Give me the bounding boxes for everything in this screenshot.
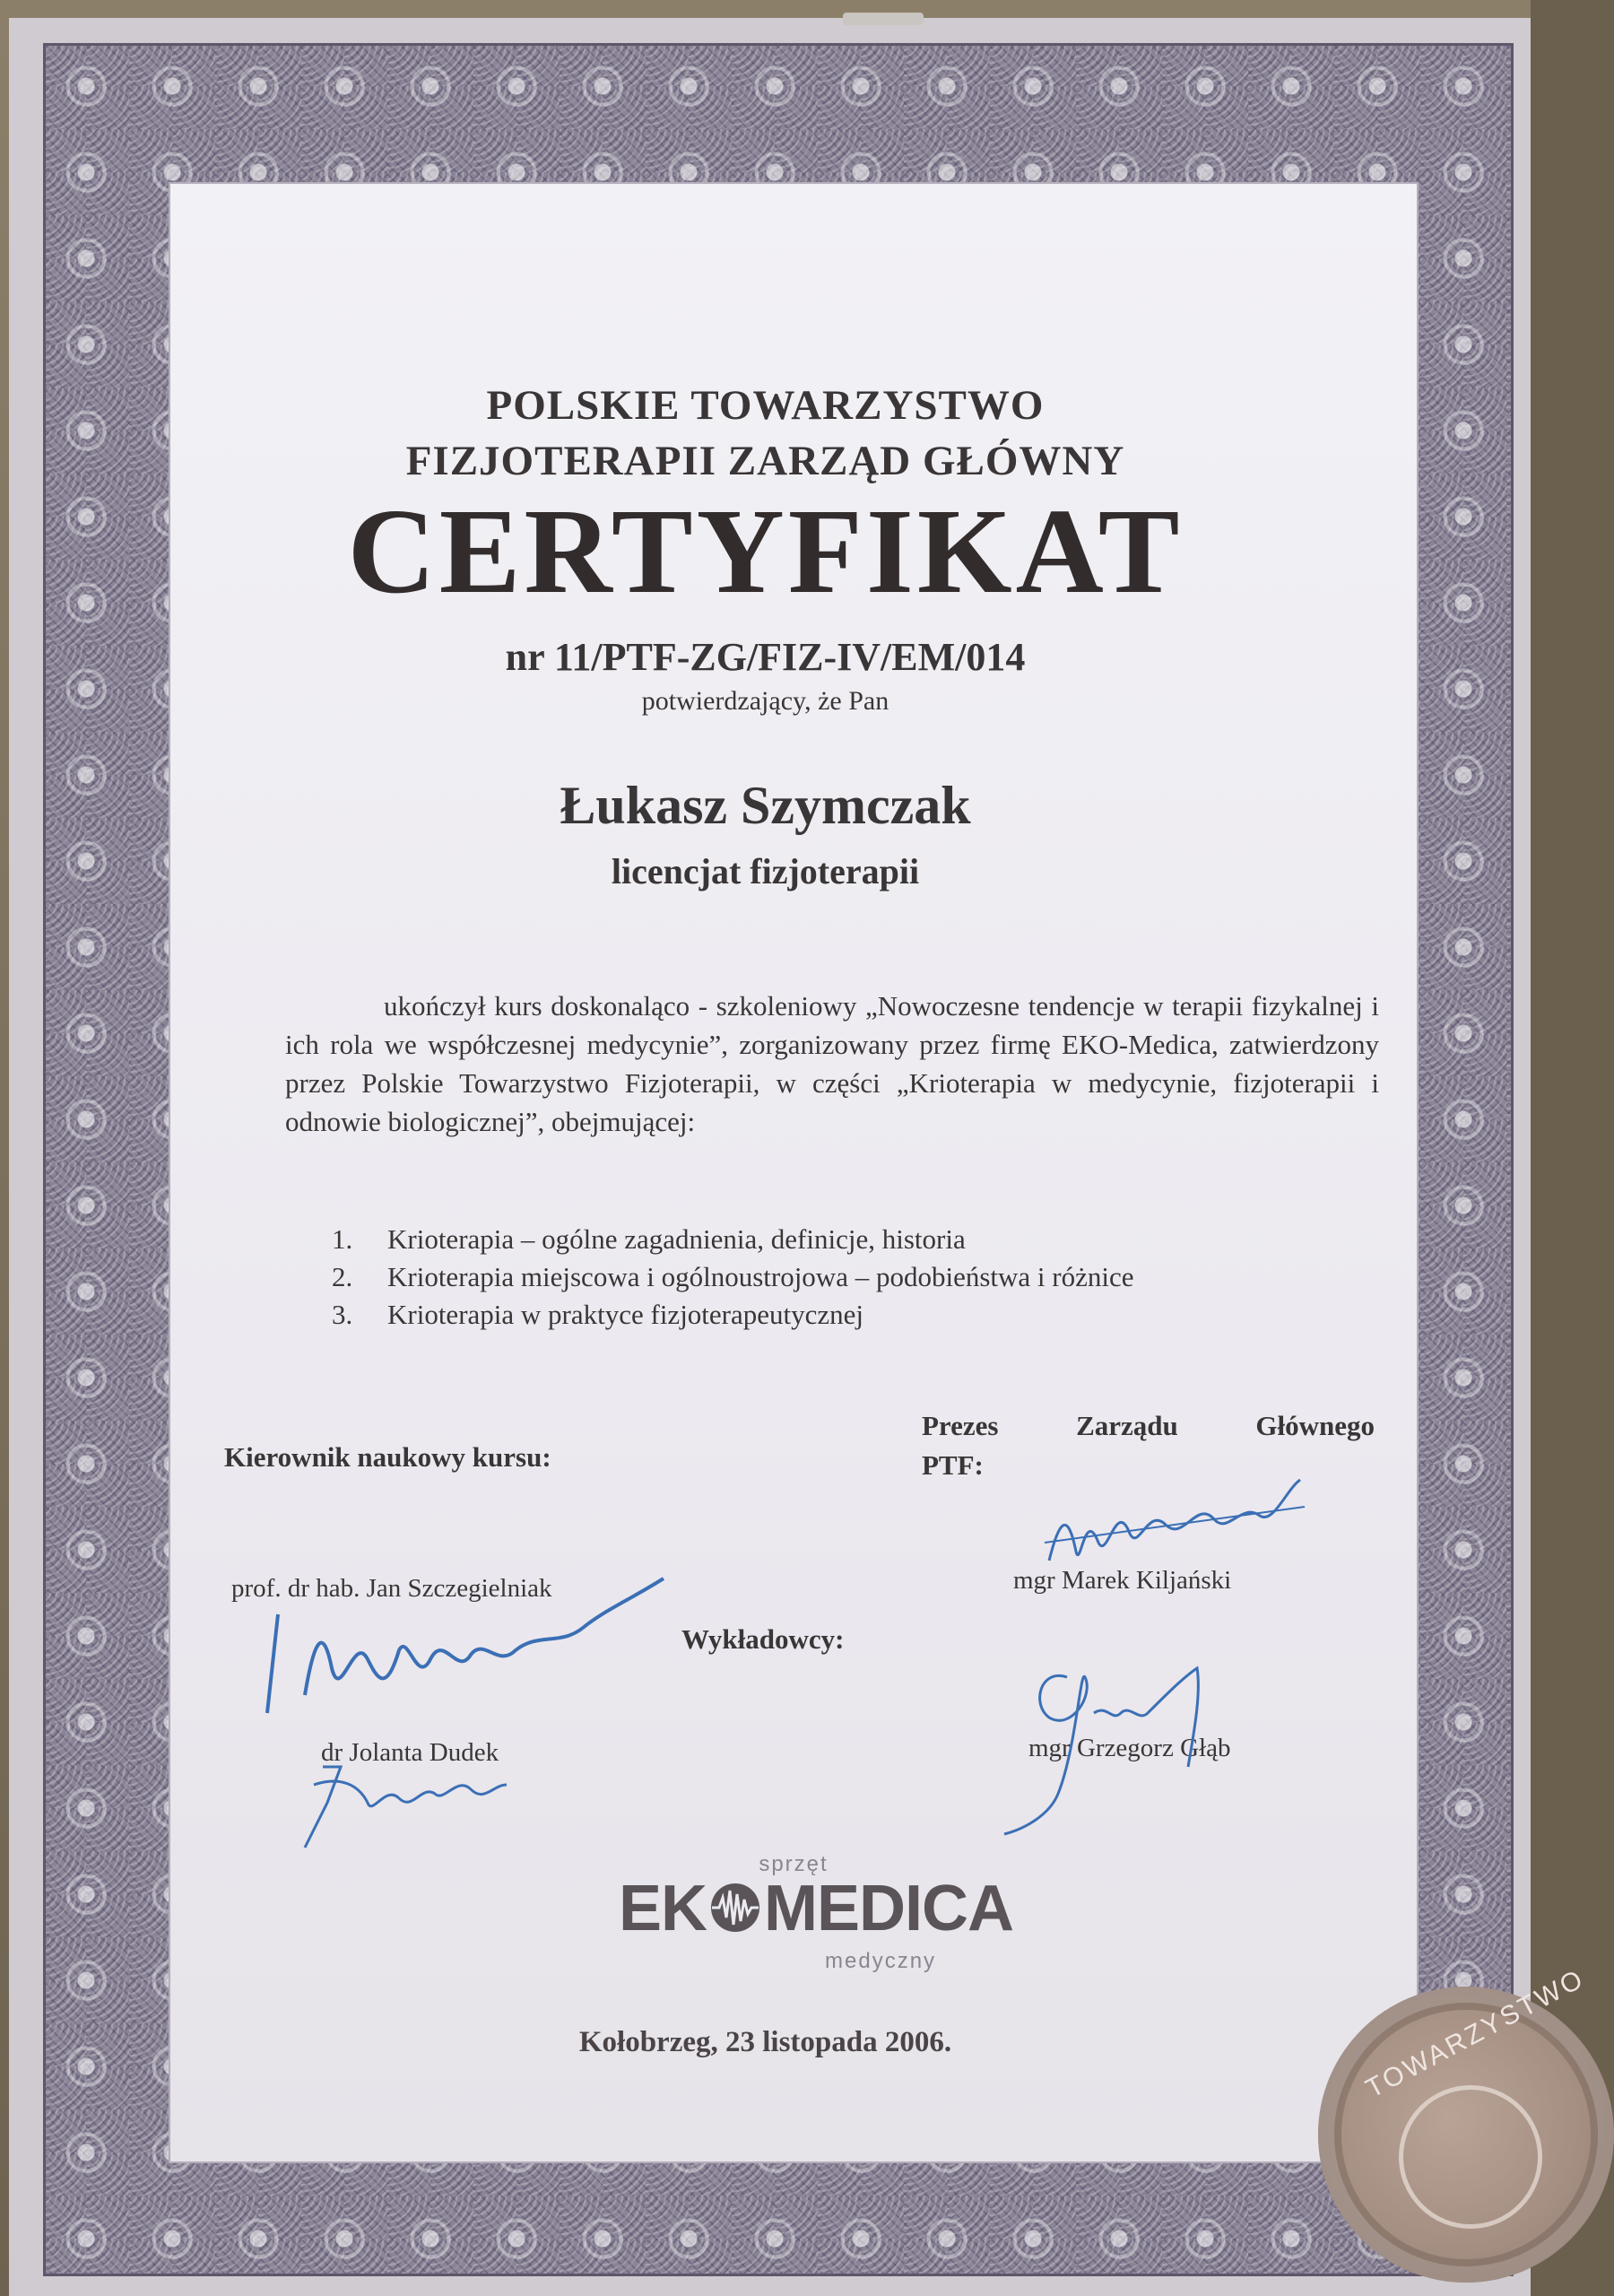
logo-subtitle-bottom: medyczny bbox=[825, 1949, 937, 1973]
president-name: mgr Marek Kiljański bbox=[1013, 1566, 1232, 1595]
seal-text: TOWARZYSTWO bbox=[1360, 1963, 1590, 2104]
ekomedica-logo bbox=[619, 1852, 1040, 1987]
topic-text: Krioterapia – ogólne zagadnienia, definicje, historia bbox=[387, 1223, 966, 1255]
certificate-number: nr 11/PTF-ZG/FIZ-IV/EM/014 bbox=[505, 635, 1026, 679]
lecturers-label: Wykładowcy: bbox=[681, 1623, 845, 1655]
frame-clip bbox=[843, 13, 924, 25]
topic-item bbox=[332, 1222, 966, 1257]
topic-item bbox=[332, 1259, 1133, 1295]
lecturer-1-name: dr Jolanta Dudek bbox=[321, 1738, 499, 1767]
lecturer-1-signature bbox=[287, 1749, 520, 1857]
logo-text-left: EK bbox=[619, 1873, 707, 1944]
president-signature bbox=[1031, 1471, 1318, 1578]
organization-line-1: POLSKIE TOWARZYSTWO bbox=[486, 382, 1045, 429]
embossed-seal bbox=[1318, 1963, 1614, 2283]
logo-wordmark bbox=[619, 1872, 1013, 1945]
logo-text-right: MEDICA bbox=[764, 1873, 1014, 1944]
president-label: Prezes Zarządu Głównego bbox=[922, 1410, 1375, 1441]
seal-emblem bbox=[1399, 2085, 1542, 2229]
course-description: ukończył kurs doskonaląco - szkoleniowy „Nowoczesne tendencje w terapii fizykalnej i ich rola we współczesnej medycynie”, zorganizowany przez firmę EKO-Medica, zatwierdzony przez Polskie Towarzystwo Fizjoterapii, w części „Krioterapia w medycynie, fizjoterapii i odnowie biologicznej”, obejmującej: bbox=[285, 990, 1379, 1137]
topic-number: 2. bbox=[332, 1261, 353, 1292]
organization-line-2: FIZJOTERAPII ZARZĄD GŁÓWNY bbox=[405, 438, 1125, 484]
logo-subtitle-top: sprzęt bbox=[759, 1852, 829, 1876]
topic-number: 3. bbox=[332, 1299, 353, 1330]
scientific-head-name: prof. dr hab. Jan Szczegielniak bbox=[231, 1574, 552, 1603]
certificate-title: CERTYFIKAT bbox=[347, 484, 1184, 619]
topic-item bbox=[332, 1297, 863, 1333]
recipient-degree: licencjat fizjoterapii bbox=[611, 851, 920, 891]
topic-number: 1. bbox=[332, 1223, 353, 1255]
scientific-head-label: Kierownik naukowy kursu: bbox=[224, 1441, 551, 1473]
place-and-date: Kołobrzeg, 23 listopada 2006. bbox=[578, 2026, 952, 2058]
waveform-icon bbox=[707, 1882, 764, 1934]
confirmation-text: potwierdzający, że Pan bbox=[641, 686, 889, 716]
president-label-ptf: PTF: bbox=[922, 1449, 984, 1481]
topic-text: Krioterapia w praktyce fizjoterapeutycznej bbox=[387, 1299, 864, 1330]
topic-text: Krioterapia miejscowa i ogólnoustrojowa – podobieństwa i różnice bbox=[387, 1261, 1134, 1292]
recipient-name: Łukasz Szymczak bbox=[560, 776, 971, 835]
lecturer-2-name: mgr Grzegorz Głąb bbox=[1028, 1734, 1231, 1762]
lecturer-2-signature bbox=[986, 1641, 1273, 1839]
scientific-head-signature bbox=[251, 1561, 681, 1722]
